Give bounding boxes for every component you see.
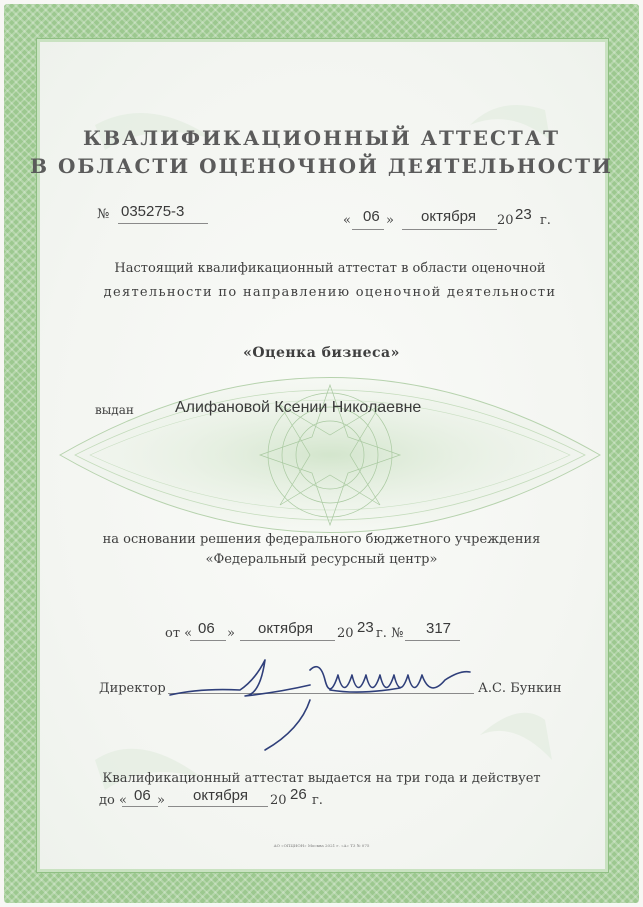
month-underline [402,229,497,230]
decision-number-label: г. № [376,626,404,641]
validity-text: Квалификационный аттестат выдается на три года и действует [102,771,541,786]
number-label: № [97,207,110,222]
valid-until-close-quote: » [157,793,165,808]
date-open-quote: « [343,213,351,228]
decision-year: 23 [357,619,374,636]
valid-year-prefix: 20 [270,793,287,808]
issued-label: выдан [95,403,134,417]
basis-line-1: на основании решения федерального бюджетного учреждения [102,532,541,547]
date-close-quote: » [386,213,394,228]
valid-until-year: 26 [290,786,307,803]
valid-year-unit: г. [312,793,323,808]
holder-name: Алифановой Ксении Николаевне [175,399,422,416]
number-underline [118,223,208,224]
decision-close-quote: » [227,626,235,641]
issue-date-month: октября [421,208,476,225]
issue-date-day: 06 [363,208,380,225]
valid-day-underline [122,806,158,807]
director-name: А.С. Бункин [478,681,562,696]
date-year-unit: г. [540,213,551,228]
intro-line-2: деятельности по направлению оценочной деятельности [103,285,557,300]
printer-note: АО «ОПЦИОН» Москва 2021 г. «А» Т3 № 075 [273,843,370,848]
date-year-prefix: 20 [497,213,514,228]
day-underline [352,229,384,230]
valid-until-prefix: до « [99,793,127,808]
intro-line-1: Настоящий квалификационный аттестат в области оценочной [114,261,546,276]
title-line-1: КВАЛИФИКАЦИОННЫЙ АТТЕСТАТ [83,126,560,150]
decision-from-label: от « [165,626,193,641]
basis-line-2: «Федеральный ресурсный центр» [205,552,438,567]
certificate-number: 035275-3 [121,203,185,220]
title-line-2: В ОБЛАСТИ ОЦЕНОЧНОЙ ДЕЯТЕЛЬНОСТИ [30,154,613,178]
valid-month-underline [168,806,268,807]
valid-until-month: октября [193,787,248,804]
evaluation-direction: «Оценка бизнеса» [243,345,400,361]
decision-day: 06 [198,620,215,637]
issue-date-year: 23 [515,206,532,223]
decision-year-prefix: 20 [337,626,354,641]
decision-month: октября [258,620,313,637]
director-label: Директор [99,681,166,696]
director-signature [160,640,490,760]
decision-number: 317 [426,620,452,637]
valid-until-day: 06 [134,787,151,804]
